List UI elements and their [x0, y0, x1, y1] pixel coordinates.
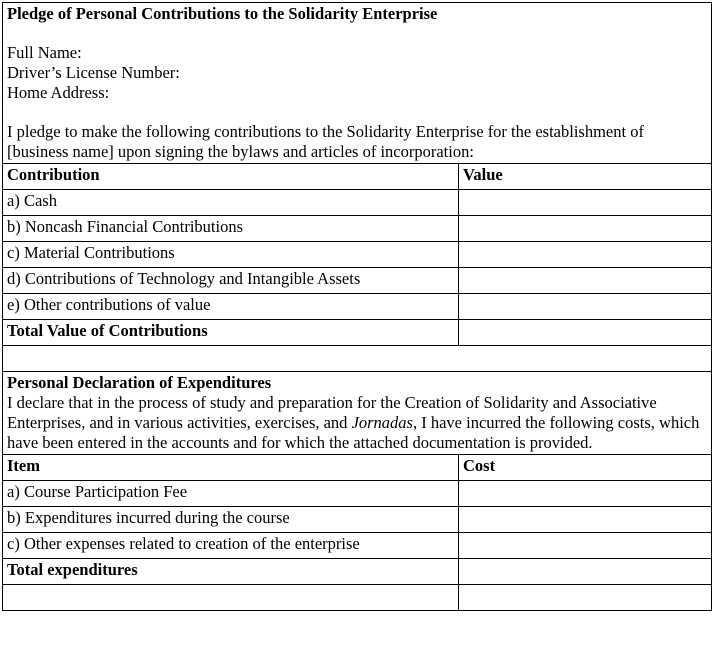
contribution-value-cell[interactable] — [459, 242, 712, 268]
declaration-text — [7, 393, 707, 453]
contributions-total-value-cell[interactable] — [459, 320, 712, 346]
blank-row — [3, 585, 712, 611]
blank-cost-cell[interactable] — [459, 585, 712, 611]
expenditure-label: a) Course Participation Fee — [3, 481, 459, 507]
contribution-value-cell[interactable] — [459, 268, 712, 294]
value-column-header: Value — [459, 164, 712, 190]
table-row — [3, 242, 712, 268]
contribution-value-cell[interactable] — [459, 190, 712, 216]
declaration-title: Personal Declaration of Expenditures — [7, 373, 272, 392]
declaration-text-part: , I have incurred the following costs, which have been entered in the accounts and for which the attached documentation is provided. — [7, 413, 700, 452]
table-row — [3, 507, 712, 533]
expenditure-label: c) Other expenses related to creation of the enterprise — [3, 533, 459, 559]
table-row — [3, 268, 712, 294]
contributions-header-row — [3, 164, 712, 190]
blank-item-cell[interactable] — [3, 585, 459, 611]
spacer-cell — [3, 346, 712, 372]
contribution-label: e) Other contributions of value — [3, 294, 459, 320]
expenditures-header-row — [3, 455, 712, 481]
contributions-total-label: Total Value of Contributions — [3, 320, 459, 346]
pledge-statement: I pledge to make the following contributions to the Solidarity Enterprise for the establishment of [business name] upon signing the bylaws and articles of incorporation: — [7, 122, 644, 161]
expenditures-total-label: Total expenditures — [3, 559, 459, 585]
pledge-title: Pledge of Personal Contributions to the Solidarity Enterprise — [7, 4, 438, 23]
expenditures-total-row — [3, 559, 712, 585]
table-row — [3, 216, 712, 242]
contribution-label: c) Material Contributions — [3, 242, 459, 268]
table-row — [3, 294, 712, 320]
contribution-value-cell[interactable] — [459, 216, 712, 242]
contribution-column-header: Contribution — [3, 164, 459, 190]
expenditure-label: b) Expenditures incurred during the course — [3, 507, 459, 533]
expenditure-cost-cell[interactable] — [459, 533, 712, 559]
cost-column-header: Cost — [459, 455, 712, 481]
spacer-row — [3, 346, 712, 372]
declaration-row — [3, 372, 712, 455]
declaration-cell — [3, 372, 712, 455]
pledge-header-cell — [3, 3, 712, 164]
expenditure-cost-cell[interactable] — [459, 481, 712, 507]
pledge-header-row — [3, 3, 712, 164]
contributions-total-row — [3, 320, 712, 346]
license-label: Driver’s License Number: — [7, 63, 180, 82]
expenditure-cost-cell[interactable] — [459, 507, 712, 533]
address-label: Home Address: — [7, 83, 110, 102]
table-row — [3, 190, 712, 216]
table-row — [3, 533, 712, 559]
declaration-text-part: I declare that in the process of study and preparation for the Creation of Solidarity and Associative Enterprises, and in various activities, exercises, and — [7, 393, 657, 432]
item-column-header: Item — [3, 455, 459, 481]
contribution-label: a) Cash — [3, 190, 459, 216]
pledge-form-table — [2, 2, 712, 611]
table-row — [3, 481, 712, 507]
contribution-value-cell[interactable] — [459, 294, 712, 320]
contribution-label: b) Noncash Financial Contributions — [3, 216, 459, 242]
full-name-label: Full Name: — [7, 43, 82, 62]
declaration-italic-term: Jornadas — [351, 413, 413, 432]
contribution-label: d) Contributions of Technology and Intangible Assets — [3, 268, 459, 294]
expenditures-total-value-cell[interactable] — [459, 559, 712, 585]
